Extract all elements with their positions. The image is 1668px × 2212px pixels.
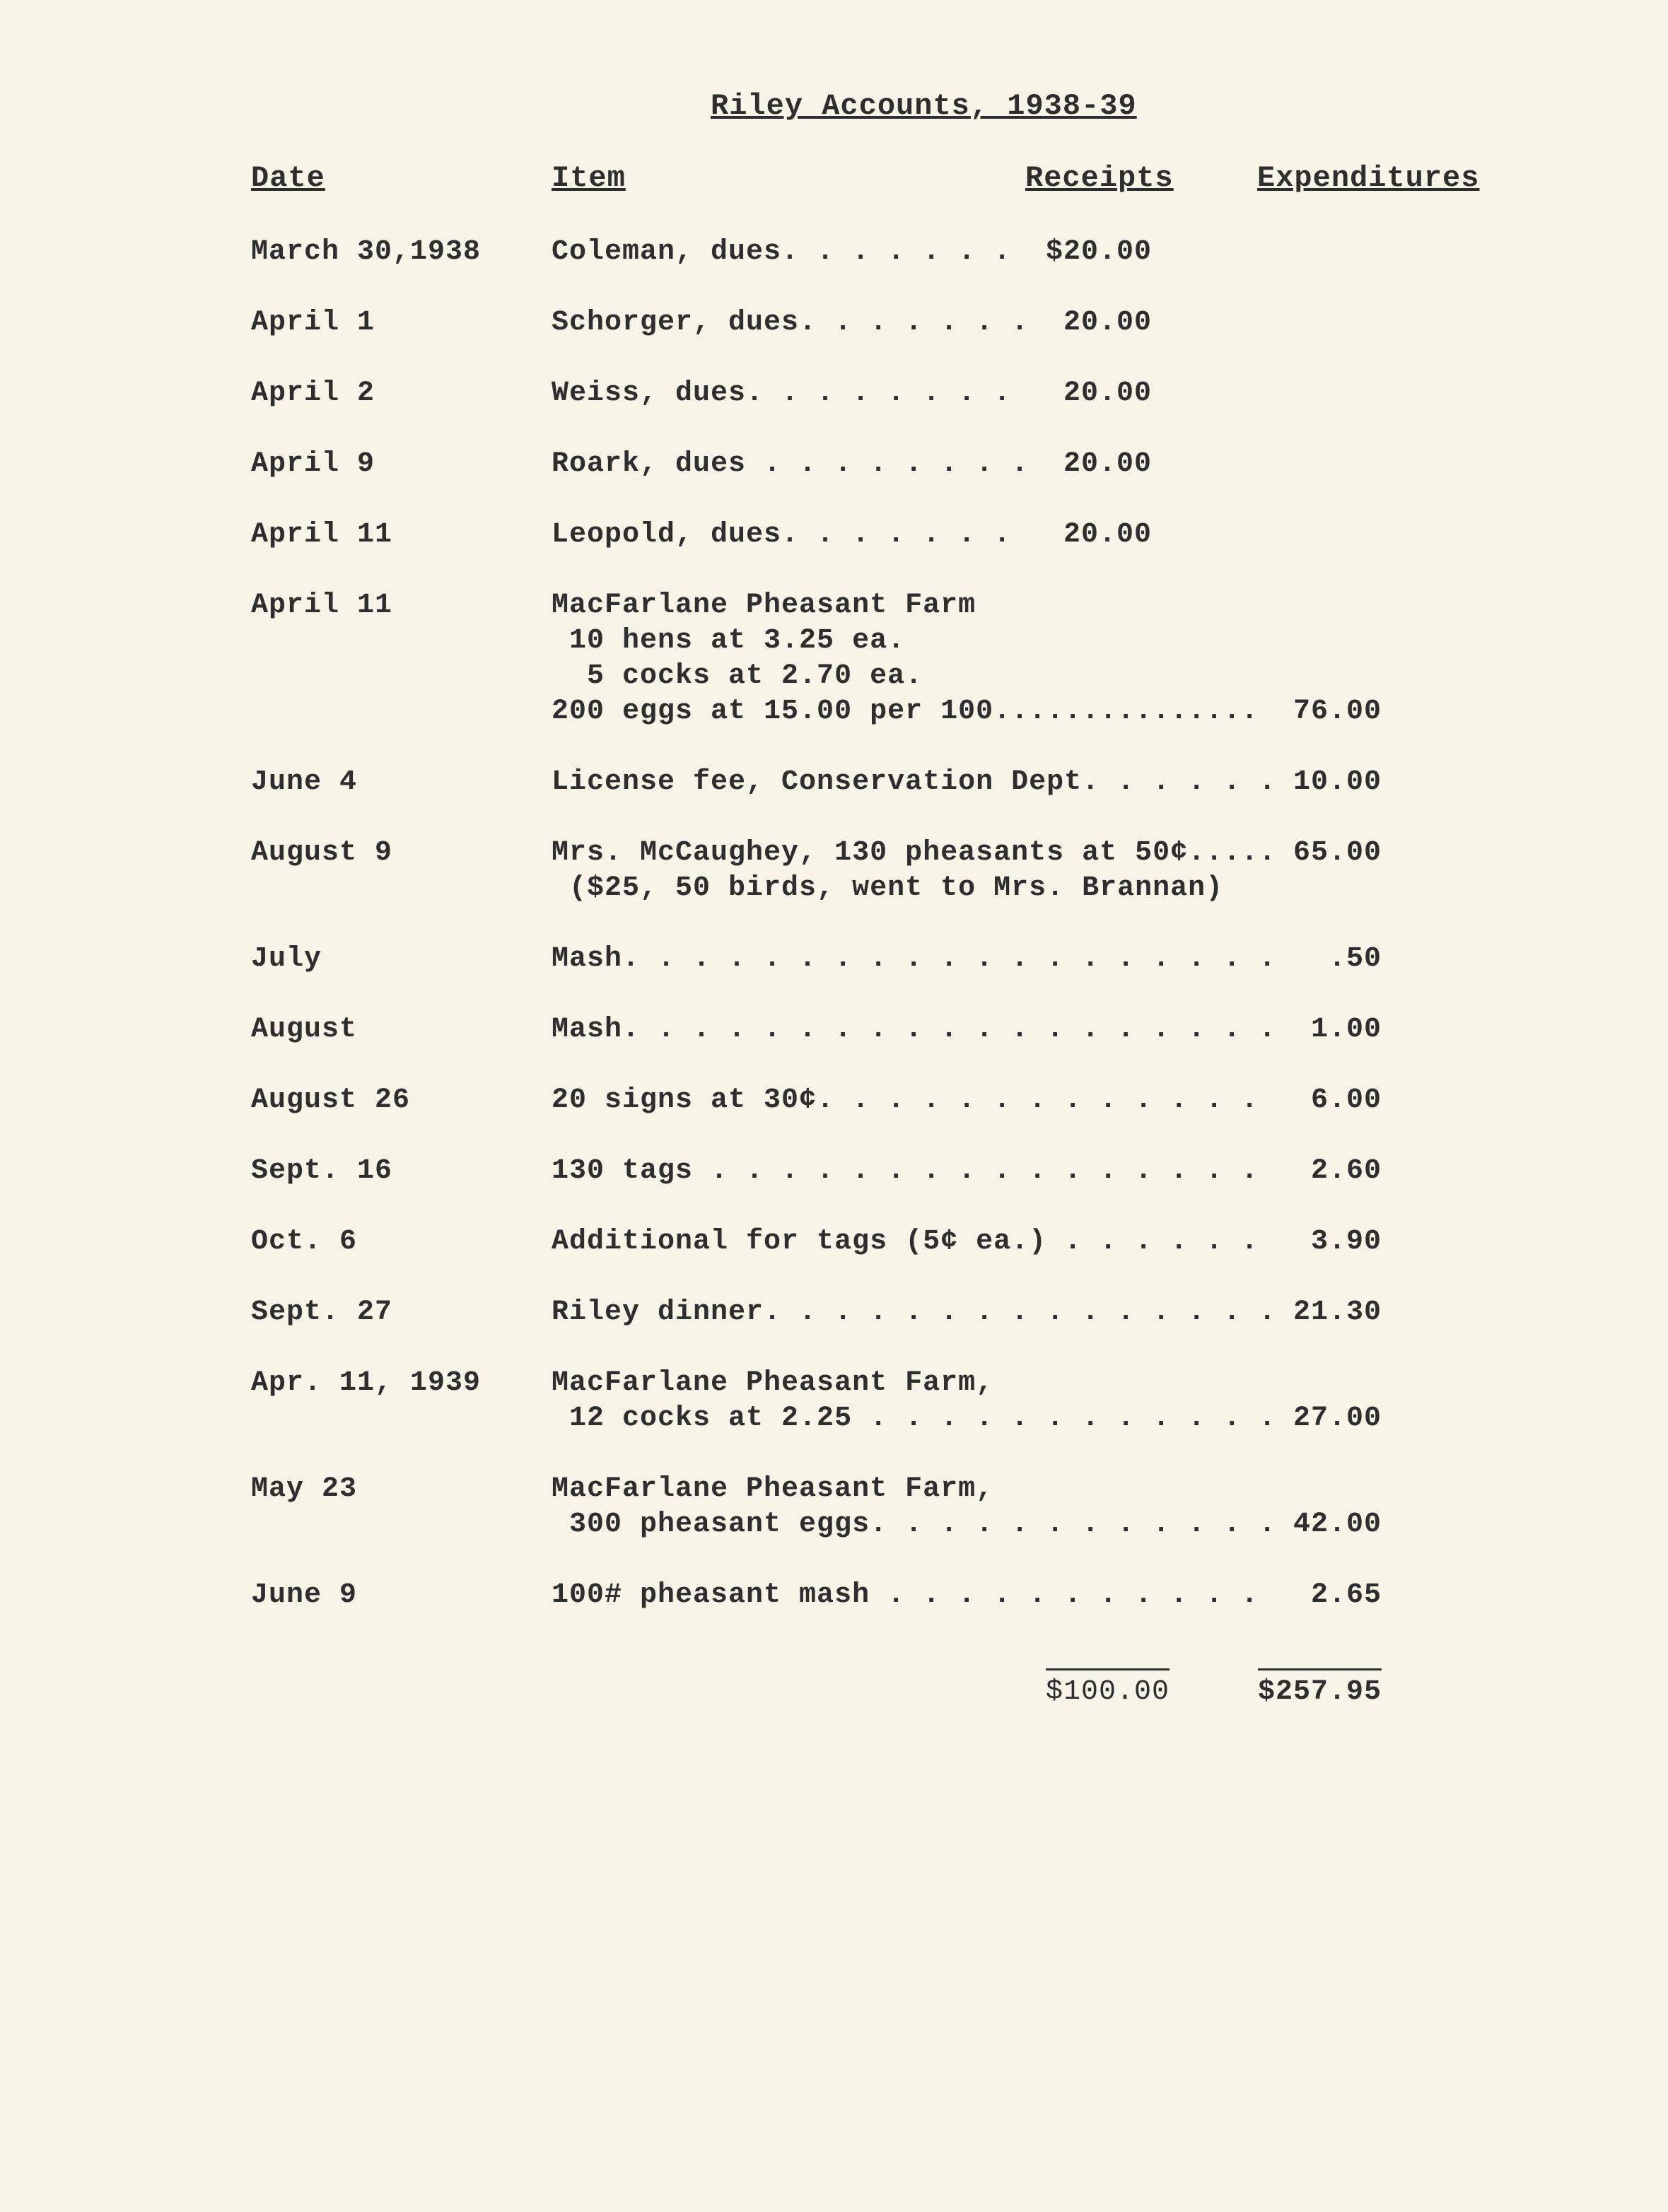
item-line: Additional for tags (5¢ ea.) . . . . . . [552,1226,1259,1258]
row-expenditures: 10.00 [1293,766,1382,798]
item-line: MacFarlane Pheasant Farm [552,590,976,621]
row-expenditures: 42.00 [1293,1509,1382,1540]
item-line: 12 cocks at 2.25 . . . . . . . . . . . . [552,1403,1277,1434]
row-item [552,588,1259,730]
item-line: 200 eggs at 15.00 per 100............... [552,696,1259,727]
item-line: Mash. . . . . . . . . . . . . . . . . . . [552,943,1277,975]
item-line: Coleman, dues. . . . . . . [552,236,1012,268]
row-receipts: $20.00 [1045,236,1152,268]
item-line: 5 cocks at 2.70 ea. [552,660,923,692]
row-receipts: 20.00 [1063,378,1152,409]
header-item: Item [552,161,626,195]
row-date: April 11 [251,590,393,621]
item-line: 20 signs at 30¢. . . . . . . . . . . . . [552,1084,1259,1116]
item-line: Mrs. McCaughey, 130 pheasants at 50¢..... [552,837,1277,869]
row-date: April 1 [251,307,375,339]
document-title: Riley Accounts, 1938-39 [711,89,1137,123]
item-line: Riley dinner. . . . . . . . . . . . . . . [552,1297,1277,1328]
row-date: July [251,943,322,975]
row-item [552,1012,1276,1048]
row-item [552,836,1276,906]
row-date: August 9 [251,837,393,869]
item-line: Schorger, dues. . . . . . . [552,307,1030,339]
header-receipts: Receipts [1025,161,1174,195]
row-receipts: 20.00 [1063,307,1152,339]
row-expenditures: 3.90 [1310,1226,1382,1258]
row-receipts: 20.00 [1063,519,1152,551]
row-expenditures: 76.00 [1293,696,1382,727]
item-line: 10 hens at 3.25 ea. [552,625,906,657]
expenditures-total: $257.95 [1258,1668,1382,1708]
row-item [552,305,1029,341]
header-expenditures: Expenditures [1257,161,1480,195]
row-expenditures: 65.00 [1293,837,1382,869]
row-item [552,1224,1259,1260]
item-line: ($25, 50 birds, went to Mrs. Brannan) [552,872,1224,904]
row-expenditures: 2.60 [1310,1155,1382,1187]
row-date: March 30,1938 [251,236,482,268]
row-date: April 11 [251,519,393,551]
row-item [552,447,1029,482]
item-line: Roark, dues . . . . . . . . [552,448,1030,480]
item-line: MacFarlane Pheasant Farm, [552,1473,994,1505]
row-item [552,1083,1259,1118]
row-item [552,1295,1276,1330]
row-expenditures: 2.65 [1310,1579,1382,1611]
item-line: Mash. . . . . . . . . . . . . . . . . . . [552,1014,1277,1046]
row-date: August 26 [251,1084,411,1116]
row-item [552,376,1011,411]
receipts-total: $100.00 [1046,1668,1170,1708]
item-line: Leopold, dues. . . . . . . [552,519,1012,551]
row-date: April 2 [251,378,375,409]
row-receipts: 20.00 [1063,448,1152,480]
row-date: Sept. 16 [251,1155,393,1187]
row-item [552,1472,1276,1543]
row-expenditures: 6.00 [1310,1084,1382,1116]
row-item [552,765,1276,800]
row-item [552,1154,1259,1189]
row-date: Oct. 6 [251,1226,358,1258]
row-date: Apr. 11, 1939 [251,1367,482,1399]
item-line: License fee, Conservation Dept. . . . . . [552,766,1277,798]
row-item [552,942,1276,977]
row-date: May 23 [251,1473,358,1505]
row-date: June 9 [251,1579,358,1611]
header-date: Date [251,161,325,195]
item-line: 300 pheasant eggs. . . . . . . . . . . . [552,1509,1277,1540]
item-line: Weiss, dues. . . . . . . . [552,378,1012,409]
row-date: June 4 [251,766,358,798]
item-line: 130 tags . . . . . . . . . . . . . . . . [552,1155,1259,1187]
item-line: MacFarlane Pheasant Farm, [552,1367,994,1399]
row-date: April 9 [251,448,375,480]
row-item [552,517,1011,553]
row-item [552,1366,1276,1436]
row-item [552,1578,1259,1613]
row-expenditures: .50 [1328,943,1382,975]
row-item [552,235,1011,270]
row-date: Sept. 27 [251,1297,393,1328]
item-line: 100# pheasant mash . . . . . . . . . . . [552,1579,1259,1611]
row-expenditures: 27.00 [1293,1403,1382,1434]
row-expenditures: 1.00 [1310,1014,1382,1046]
row-date: August [251,1014,358,1046]
row-expenditures: 21.30 [1293,1297,1382,1328]
